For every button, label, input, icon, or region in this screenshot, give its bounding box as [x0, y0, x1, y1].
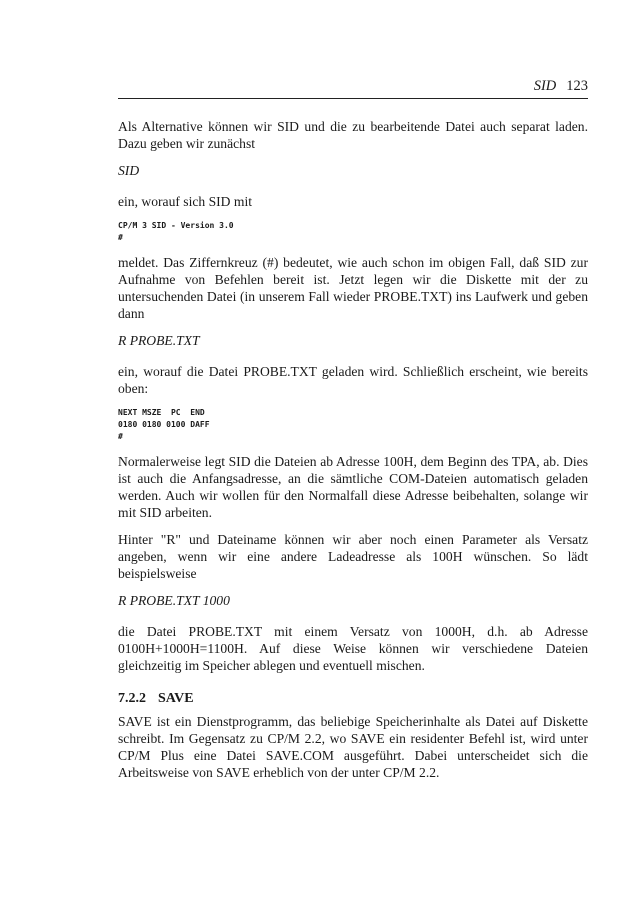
command-read-offset: R PROBE.TXT 1000 [118, 593, 230, 608]
paragraph-1: Als Alternative können wir SID und die zu bearbeitende Datei auch separat laden. Dazu geben wir zunächst [118, 119, 588, 151]
paragraph-2: ein, worauf sich SID mit [118, 194, 253, 209]
page-number: 123 [566, 78, 588, 94]
paragraph-3: meldet. Das Ziffernkreuz (#) bedeutet, wie auch schon im obigen Fall, daß SID zur Aufnahme von Befehlen bereit ist. Jetzt legen wir die Diskette mit der zu untersuchenden Datei (in unserem Fall wieder PROBE.TXT) ins Laufwerk und geben dann [118, 255, 588, 321]
code-block-2: NEXT MSZE PC END 0180 0180 0100 DAFF # [118, 408, 210, 441]
page-header [118, 78, 588, 95]
paragraph-4: ein, worauf die Datei PROBE.TXT geladen wird. Schließlich erscheint, wie bereits oben: [118, 364, 588, 396]
header-rule [118, 98, 588, 99]
code-block-1: CP/M 3 SID - Version 3.0 # [118, 221, 234, 242]
paragraph-6: Hinter "R" und Dateiname können wir aber noch einen Parameter als Versatz angeben, wenn wir eine andere Ladeadresse als 100H wünschen. So lädt beispielsweise [118, 532, 588, 581]
running-title: SID [533, 78, 557, 94]
paragraph-7: die Datei PROBE.TXT mit einem Versatz von 1000H, d.h. ab Adresse 0100H+1000H=1100H. Auf diese Weise können wir verschiedene Dateien gleichzeitig im Speicher ablegen und eventuell mischen. [118, 624, 588, 673]
section-number: 7.2.2 [118, 691, 146, 706]
paragraph-8: SAVE ist ein Dienstprogramm, das beliebige Speicherinhalte als Datei auf Diskette schreibt. Im Gegensatz zu CP/M 2.2, wo SAVE ein residenter Befehl ist, wird unter CP/M Plus eine Datei SAVE.COM ausgeführt. Dabei unterscheidet sich die Arbeitsweise von SAVE erheblich von der unter CP/M 2.2. [118, 714, 588, 780]
page-body [118, 118, 588, 791]
section-heading [118, 690, 588, 707]
section-title: SAVE [158, 691, 194, 706]
command-sid: SID [118, 163, 140, 178]
paragraph-5: Normalerweise legt SID die Dateien ab Adresse 100H, dem Beginn des TPA, ab. Dies ist auch die Anfangsadresse, an die sämtliche COM-Dateien automatisch geladen werden. Auch wir wollen für den Normalfall diese Adresse beibehalten, solange wir mit SID arbeiten. [118, 454, 588, 520]
command-read-file: R PROBE.TXT [118, 333, 200, 348]
